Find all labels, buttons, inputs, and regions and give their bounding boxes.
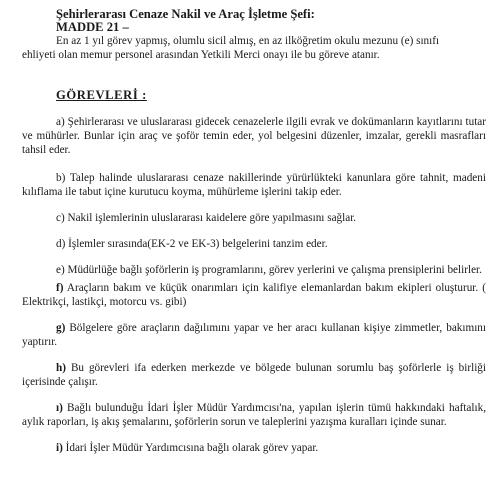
intro-line-1: En az 1 yıl görev yapmış, olumlu sicil almış, en az ilköğretim okulu mezunu (e) sınıfı [56,35,440,47]
duty-item-dotless-i: ı) Bağlı bulunduğu İdari İşler Müdür Yardımcısı'na, yapılan işlerin tümü hakkındaki haftalık, aylık raporları, iş akış şemalarını, şoförlerin sorun ve taleplerini yazışma kuralları içinde sunar. [22,402,486,428]
intro-line-2: ehliyeti olan memur personel arasından Yetkili Merci onayı ile bu göreve atanır. [22,49,380,61]
duty-item-i: i) İdari İşler Müdür Yardımcısına bağlı olarak görev yapar. [56,442,319,454]
section-title: Şehirlerarası Cenaze Nakil ve Araç İşletme Şefi: [56,7,315,21]
duty-item-e: e) Müdürlüğe bağlı şoförlerin iş programlarını, görev yerlerini ve çalışma prensiplerini belirler. [56,264,482,276]
duty-item-a: a) Şehirlerarası ve uluslararası gidecek cenazelerle ilgili evrak ve dokümanların kayıtlarını tutar ve mühürler. Bunlar için araç ve şoför temin eder, yol belgesini düzenler, imzalar, gerekli masrafları tahsil eder. [22,116,486,156]
duty-item-h: h) Bu görevleri ifa ederken merkezde ve bölgede bulunan sorumlu baş şoförlerle iş birliği içerisinde çalışır. [22,362,487,388]
duty-item-d: d) İşlemler sırasında(EK-2 ve EK-3) belgelerini tanzim eder. [56,238,328,250]
duty-item-f: f) Araçların bakım ve küçük onarımları için kalifiye elemanlardan bakım ekipleri oluşturur. ( Elektrikçi, lastikçi, motorcu vs. gibi) [22,282,486,308]
duty-item-c: c) Nakil işlemlerinin uluslararası kaidelere göre yapılmasını sağlar. [56,212,357,224]
intro-paragraph [22,34,486,62]
duty-item-b: b) Talep halinde uluslararası cenaze nakillerinde yürürlükteki kanunlara göre tahnit, madeni kılıflama ile tabut içine kurutucu koyma, mühürleme işlerini takip eder. [22,172,486,198]
duty-item-g: g) Bölgelere göre araçların dağılımını yapar ve her aracı kullanan kişiye zimmetler, bakımını yaptırır. [22,322,487,348]
article-number: MADDE 21 – [56,20,129,34]
duties-heading: GÖREVLERİ : [56,88,147,102]
